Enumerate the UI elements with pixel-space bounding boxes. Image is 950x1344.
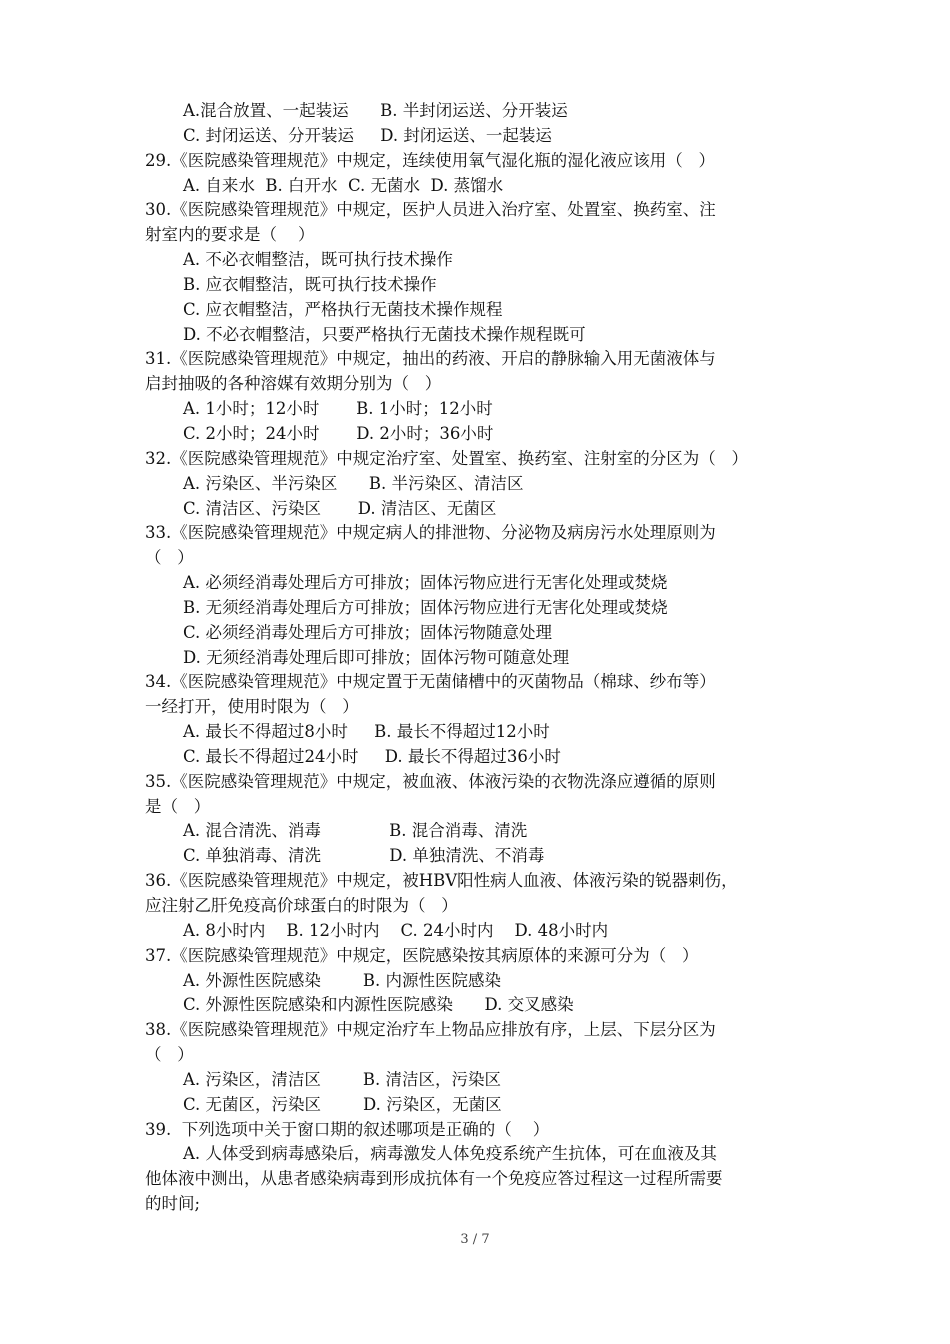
option-line: C. 外源性医院感染和内源性医院感染 D. 交叉感染 — [183, 995, 574, 1015]
page-body — [145, 99, 813, 1217]
option-line: A. 人体受到病毒感染后，病毒激发人体免疫系统产生抗体，可在血液及其 — [183, 1144, 717, 1164]
question-line: 32.《医院感染管理规范》中规定治疗室、处置室、换药室、注射室的分区为（ ） — [145, 448, 748, 468]
option-line: A. 污染区，清洁区 B. 清洁区，污染区 — [183, 1069, 501, 1089]
question-line: 37.《医院感染管理规范》中规定，医院感染按其病原体的来源可分为（ ） — [145, 945, 699, 965]
question-line: 34.《医院感染管理规范》中规定置于无菌储槽中的灭菌物品（棉球、纱布等） — [145, 672, 716, 692]
question-line: 30.《医院感染管理规范》中规定，医护人员进入治疗室、处置室、换药室、注 — [145, 200, 716, 220]
page-number: 3 / 7 — [460, 1232, 490, 1247]
option-line: D. 不必衣帽整洁，只要严格执行无菌技术操作规程既可 — [183, 324, 586, 344]
option-line: C. 必须经消毒处理后方可排放；固体污物随意处理 — [183, 622, 553, 642]
option-line: B. 无须经消毒处理后方可排放；固体污物应进行无害化处理或焚烧 — [183, 597, 668, 617]
question-line: 是（ ） — [145, 796, 211, 816]
option-line: A. 混合清洗、消毒 B. 混合消毒、清洗 — [183, 821, 528, 841]
option-line: C. 清洁区、污染区 D. 清洁区、无菌区 — [183, 498, 497, 518]
question-line: 应注射乙肝免疫高价球蛋白的时限为（ ） — [145, 896, 458, 915]
option-line: C. 封闭运送、分开装运 D. 封闭运送、一起装运 — [183, 125, 552, 145]
option-line: C. 无菌区，污染区 D. 污染区，无菌区 — [183, 1094, 502, 1114]
option-line: A. 最长不得超过8小时 B. 最长不得超过12小时 — [183, 722, 550, 742]
option-line: A. 外源性医院感染 B. 内源性医院感染 — [183, 970, 501, 990]
question-line: 39. 下列选项中关于窗口期的叙述哪项是正确的（ ） — [145, 1119, 550, 1139]
question-line: （ ） — [145, 1045, 194, 1065]
question-line: 38.《医院感染管理规范》中规定治疗车上物品应排放有序，上层、下层分区为 — [145, 1020, 716, 1040]
option-line: C. 单独消毒、清洗 D. 单独清洗、不消毒 — [183, 846, 545, 866]
question-line: 29.《医院感染管理规范》中规定，连续使用氧气湿化瓶的湿化液应该用（ ） — [145, 150, 715, 170]
option-line: A. 不必衣帽整洁，既可执行技术操作 — [183, 250, 453, 270]
option-line: C. 2小时；24小时 D. 2小时；36小时 — [183, 423, 494, 443]
option-line: C. 应衣帽整洁，严格执行无菌技术操作规程 — [183, 299, 503, 319]
option-line: A. 污染区、半污染区 B. 半污染区、清洁区 — [183, 473, 524, 493]
option-line: A. 8小时内 B. 12小时内 C. 24小时内 D. 48小时内 — [183, 920, 609, 940]
question-line: 33.《医院感染管理规范》中规定病人的排泄物、分泌物及病房污水处理原则为 — [145, 523, 716, 543]
option-line: D. 无须经消毒处理后即可排放；固体污物可随意处理 — [183, 647, 570, 667]
question-line: 31.《医院感染管理规范》中规定，抽出的药液、开启的静脉输入用无菌液体与 — [145, 349, 716, 369]
option-line: B. 应衣帽整洁，既可执行技术操作 — [183, 274, 437, 294]
option-line: A.混合放置、一起装运 B. 半封闭运送、分开装运 — [183, 101, 568, 120]
question-line: 启封抽吸的各种溶媒有效期分别为（ ） — [145, 374, 442, 394]
question-line: 36.《医院感染管理规范》中规定，被HBV阳性病人血液、体液污染的锐器刺伤， — [145, 871, 738, 891]
question-line: （ ） — [145, 548, 194, 568]
option-line: A. 必须经消毒处理后方可排放；固体污物应进行无害化处理或焚烧 — [183, 573, 668, 593]
option-line: C. 最长不得超过24小时 D. 最长不得超过36小时 — [183, 746, 561, 766]
option-line: A. 自来水 B. 白开水 C. 无菌水 D. 蒸馏水 — [183, 175, 504, 195]
option-line: A. 1小时；12小时 B. 1小时；12小时 — [183, 399, 493, 419]
question-line: 他体液中测出，从患者感染病毒到形成抗体有一个免疫应答过程这一过程所需要 — [145, 1169, 723, 1189]
question-line: 的时间; — [145, 1194, 201, 1214]
question-line: 射室内的要求是（ ） — [145, 225, 315, 245]
question-line: 35.《医院感染管理规范》中规定，被血液、体液污染的衣物洗涤应遵循的原则 — [145, 771, 716, 791]
question-line: 一经打开，使用时限为（ ） — [145, 697, 359, 717]
